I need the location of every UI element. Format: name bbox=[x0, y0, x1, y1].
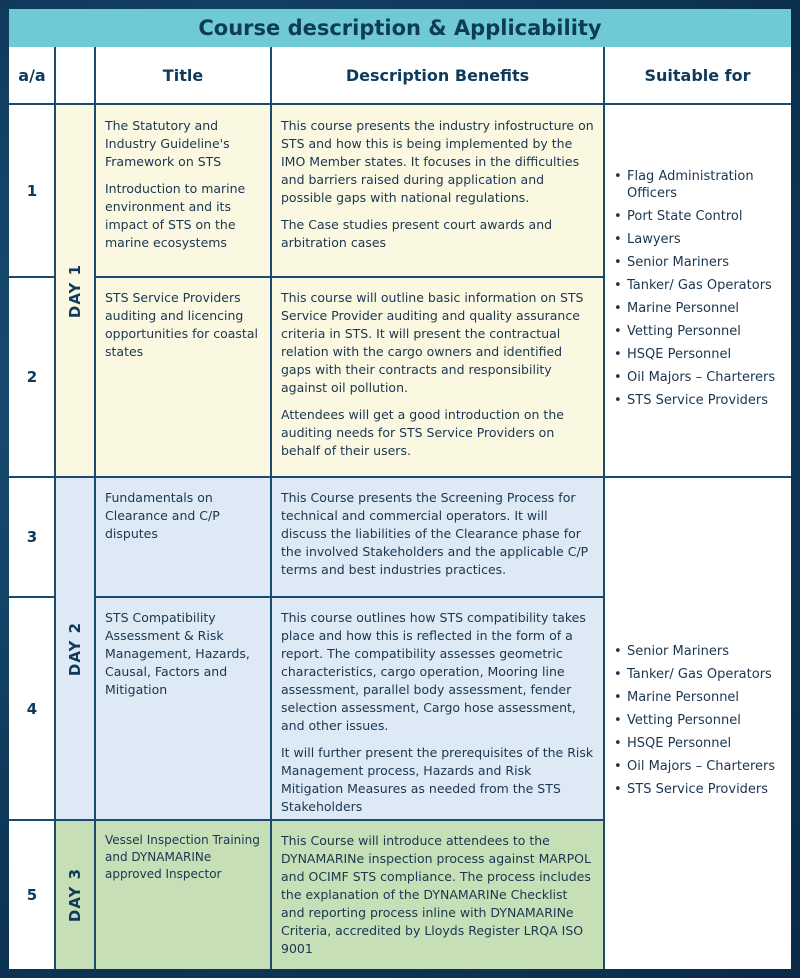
day-label: DAY 1 bbox=[55, 105, 95, 477]
row-number: 1 bbox=[26, 182, 38, 200]
grid-line bbox=[9, 819, 604, 821]
course-title: Vessel Inspection Training and DYNAMARINe approved Inspector bbox=[95, 820, 271, 969]
list-item: • Oil Majors – Charterers bbox=[614, 758, 775, 775]
course-title: Fundamentals on Clearance and C/P disputes bbox=[95, 477, 271, 597]
course-description: This course will outline basic information on STS Service Provider auditing and quality assurance criteria in STS. It will present the contractual relation with the cargo owners and identified gaps with their contracts and responsibility against oil pollution. Attendees will get a good introduction on the auditing needs for STS Service Providers on behalf of their users. bbox=[271, 277, 604, 477]
list-item: • Lawyers bbox=[614, 231, 781, 248]
row-number: 3 bbox=[26, 528, 38, 546]
suitable-for-cell bbox=[604, 105, 791, 477]
course-description: This course presents the industry infostructure on STS and how this is being implemented by the IMO Member states. It focuses in the difficulties and barriers raised during application and possible gaps with national regulations. The Case studies present court awards and arbitration cases bbox=[271, 105, 604, 277]
list-item: • HSQE Personnel bbox=[614, 735, 775, 752]
list-item: • Tanker/ Gas Operators bbox=[614, 666, 775, 683]
grid-line bbox=[9, 276, 55, 278]
list-item: • Tanker/ Gas Operators bbox=[614, 277, 781, 294]
row-number: 4 bbox=[26, 699, 38, 718]
header-suitable: Suitable for bbox=[604, 47, 791, 105]
list-item: • STS Service Providers bbox=[614, 392, 781, 409]
row-number: 2 bbox=[26, 368, 38, 386]
header-aa: a/a bbox=[9, 47, 55, 105]
list-item: • Senior Mariners bbox=[614, 254, 781, 271]
list-item: • Vetting Personnel bbox=[614, 712, 775, 729]
page-title: Course description & Applicability bbox=[9, 9, 791, 47]
list-item: • Marine Personnel bbox=[614, 300, 781, 317]
course-description: This Course will introduce attendees to the DYNAMARINe inspection process against MARPOL and OCIMF STS compliance. The process includes the explanation of the DYNAMARINe Checklist and reporting process inline with DYNAMARINe Criteria, accredited by Lloyds Register LRQA ISO 9001 bbox=[271, 820, 604, 969]
list-item: • Port State Control bbox=[614, 208, 781, 225]
header-day bbox=[55, 47, 95, 105]
grid-line bbox=[94, 47, 96, 969]
list-item: • Flag Administration Officers bbox=[614, 168, 781, 202]
list-item: • Oil Majors – Charterers bbox=[614, 369, 781, 386]
course-title: STS Service Providers auditing and licencing opportunities for coastal states bbox=[95, 277, 271, 477]
header-title: Title bbox=[95, 47, 271, 105]
grid-line bbox=[9, 476, 791, 478]
grid-line bbox=[270, 47, 272, 969]
course-title: STS Compatibility Assessment & Risk Management, Hazards, Causal, Factors and Mitigation bbox=[95, 597, 271, 820]
course-description: This course outlines how STS compatibility takes place and how this is reflected in the form of a report. The compatibility assesses geometric characteristics, cargo operation, Mooring line assessment, parallel body assessment, fender selection assessment, Cargo hose assessment, and other issues. It will further present the prerequisites of the Risk Management process, Hazards and Risk Mitigation Measures as needed from the STS Stakeholders bbox=[271, 597, 604, 820]
course-description: This Course presents the Screening Process for technical and commercial operators. It will discuss the liabilities of the Clearance phase for the involved Stakeholders and the applicable C/P terms and best industries practices. bbox=[271, 477, 604, 597]
grid-line bbox=[9, 596, 55, 598]
row-number: 5 bbox=[26, 885, 38, 904]
list-item: • Marine Personnel bbox=[614, 689, 775, 706]
day-label: DAY 3 bbox=[55, 820, 95, 969]
grid-line bbox=[54, 47, 56, 969]
grid-line bbox=[603, 47, 605, 969]
course-title: The Statutory and Industry Guideline's Framework on STS Introduction to marine environment and its impact of STS on the marine ecosystems bbox=[95, 105, 271, 277]
grid-line bbox=[95, 596, 604, 598]
list-item: • HSQE Personnel bbox=[614, 346, 781, 363]
suitable-for-cell bbox=[604, 477, 791, 969]
day-label: DAY 2 bbox=[55, 477, 95, 820]
course-table bbox=[9, 9, 791, 969]
list-item: • Senior Mariners bbox=[614, 643, 775, 660]
list-item: • STS Service Providers bbox=[614, 781, 775, 798]
header-description: Description Benefits bbox=[271, 47, 604, 105]
suitable-list bbox=[614, 168, 781, 415]
suitable-list bbox=[614, 643, 775, 804]
list-item: • Vetting Personnel bbox=[614, 323, 781, 340]
grid-line bbox=[95, 276, 604, 278]
